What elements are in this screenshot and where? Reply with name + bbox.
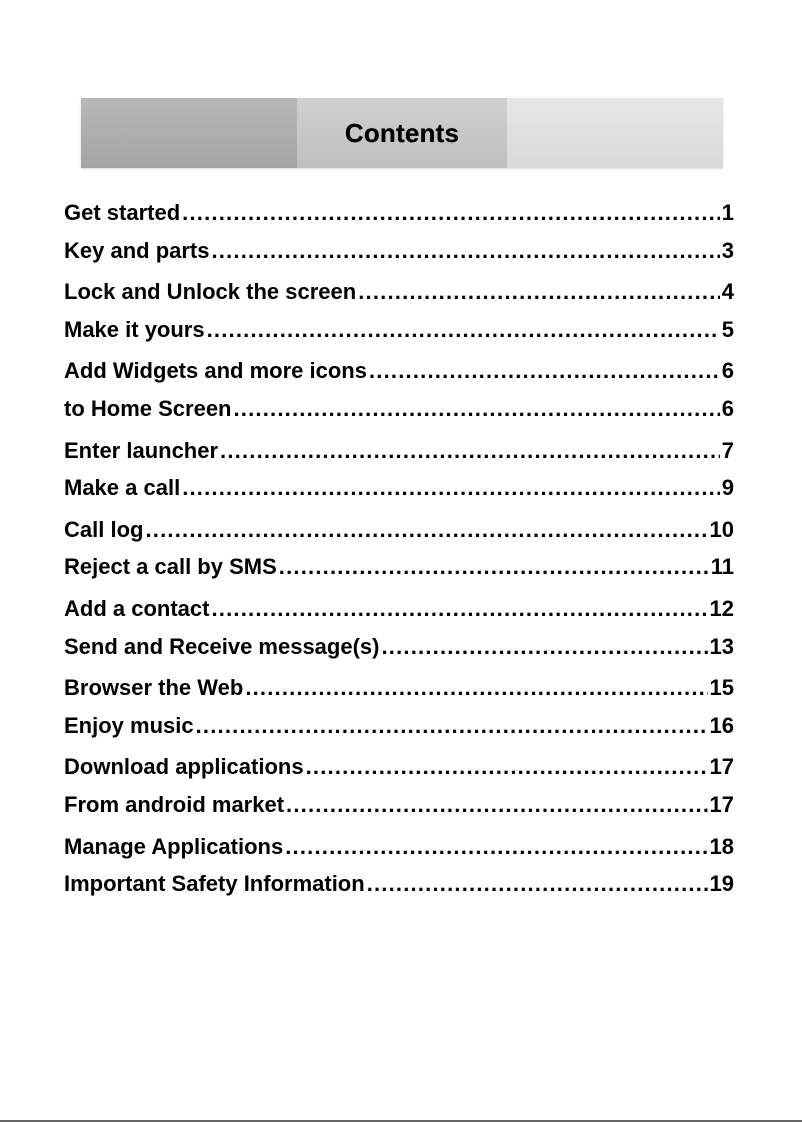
toc-entry-title: Key and parts	[64, 237, 210, 263]
toc-entry-title: to Home Screen	[64, 395, 232, 421]
toc-entry-page-number: 12	[709, 595, 734, 621]
toc-dot-leader	[279, 554, 709, 580]
toc-dot-leader	[212, 238, 720, 264]
toc-entry-title: Enter launcher	[64, 437, 219, 463]
toc-entry-page-number: 13	[709, 633, 734, 659]
contents-banner	[81, 98, 723, 168]
toc-entry-page-number: 1	[721, 200, 734, 225]
toc-dot-leader	[369, 358, 720, 384]
toc-entry-title: From android market	[64, 791, 285, 817]
toc-entry[interactable]	[64, 438, 734, 476]
toc-entry-title: Lock and Unlock the screen	[64, 279, 357, 305]
toc-entry[interactable]	[64, 871, 734, 909]
toc-dot-leader	[182, 475, 720, 501]
toc-entry-page-number: 3	[721, 237, 734, 263]
toc-dot-leader	[286, 792, 707, 818]
toc-entry[interactable]	[64, 675, 734, 713]
toc-entry[interactable]	[64, 396, 734, 434]
toc-entry-title: Download applications	[64, 754, 304, 780]
toc-entry-title: Make a call	[64, 475, 181, 501]
toc-entry[interactable]	[64, 358, 734, 396]
toc-entry-title: Send and Receive message(s)	[64, 633, 380, 659]
toc-entry-page-number: 10	[709, 516, 734, 542]
toc-entry-page-number: 19	[709, 871, 734, 897]
toc-dot-leader	[367, 871, 708, 897]
toc-entry[interactable]	[64, 754, 734, 792]
toc-entry-title: Make it yours	[64, 316, 205, 342]
toc-entry-page-number: 6	[721, 358, 734, 384]
toc-entry-title: Manage Applications	[64, 833, 284, 859]
toc-entry[interactable]	[64, 517, 734, 555]
toc-dot-leader	[234, 396, 720, 422]
toc-dot-leader	[358, 279, 720, 305]
toc-entry-page-number: 16	[709, 712, 734, 738]
toc-entry-page-number: 17	[709, 754, 734, 780]
toc-entry[interactable]	[64, 713, 734, 751]
toc-entry[interactable]	[64, 834, 734, 872]
toc-dot-leader	[245, 675, 707, 701]
toc-entry[interactable]	[64, 596, 734, 634]
toc-entry-title: Important Safety Information	[64, 871, 365, 897]
toc-entry[interactable]	[64, 792, 734, 830]
toc-entry-title: Add a contact	[64, 595, 210, 621]
toc-dot-leader	[285, 834, 707, 860]
toc-entry-page-number: 17	[709, 791, 734, 817]
toc-entry-page-number: 18	[709, 833, 734, 859]
toc-entry-title: Browser the Web	[64, 675, 244, 701]
toc-dot-leader	[220, 438, 720, 464]
toc-entry-title: Call log	[64, 516, 144, 542]
toc-entry[interactable]	[64, 238, 734, 276]
toc-dot-leader	[207, 317, 720, 343]
toc-entry-page-number: 11	[710, 554, 734, 580]
toc-entry-page-number: 6	[721, 395, 734, 421]
toc-entry-title: Get started	[64, 200, 181, 225]
page-title: Contents	[344, 117, 460, 148]
toc-entry[interactable]	[64, 317, 734, 355]
toc-entry[interactable]	[64, 279, 734, 317]
toc-entry-page-number: 15	[709, 675, 734, 701]
toc-dot-leader	[306, 754, 708, 780]
toc-entry-page-number: 7	[721, 437, 734, 463]
toc-dot-leader	[182, 200, 720, 226]
toc-entry-title: Reject a call by SMS	[64, 554, 277, 580]
toc-dot-leader	[381, 634, 707, 660]
toc-entry-page-number: 5	[721, 316, 734, 342]
toc-dot-leader	[145, 517, 707, 543]
table-of-contents	[64, 200, 734, 909]
toc-entry-title: Enjoy music	[64, 712, 194, 738]
toc-entry[interactable]	[64, 634, 734, 672]
toc-dot-leader	[196, 713, 708, 739]
banner-middle-segment	[297, 98, 507, 168]
toc-entry-title: Add Widgets and more icons	[64, 358, 367, 384]
toc-entry[interactable]	[64, 554, 734, 592]
toc-entry[interactable]	[64, 475, 734, 513]
toc-entry-page-number: 4	[721, 279, 734, 305]
toc-entry-page-number: 9	[721, 475, 734, 501]
toc-entry[interactable]	[64, 200, 734, 238]
banner-right-segment	[507, 98, 723, 168]
toc-dot-leader	[211, 596, 707, 622]
banner-left-segment	[81, 98, 297, 168]
